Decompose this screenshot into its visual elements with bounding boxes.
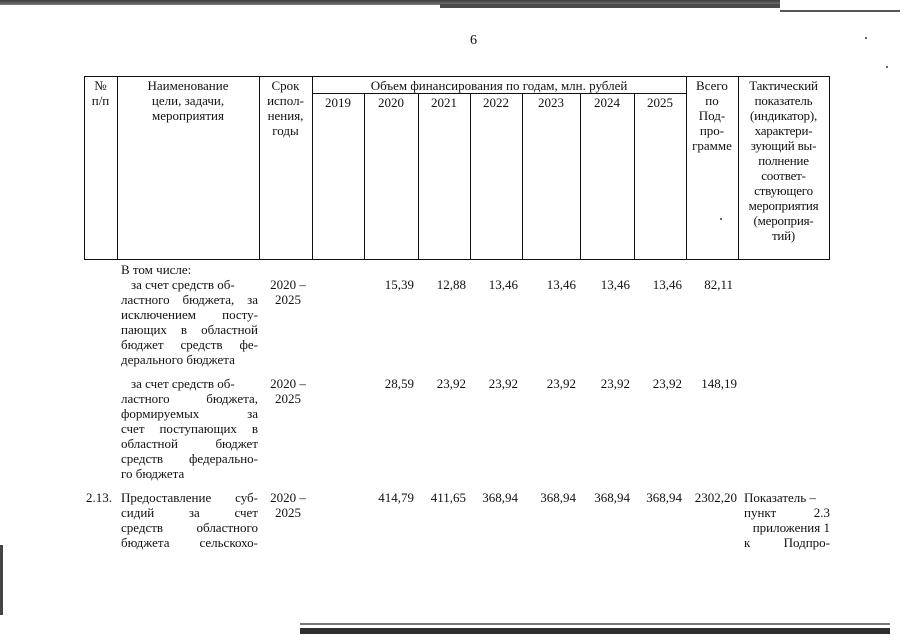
row-value-2021: 12,88: [436, 277, 466, 292]
scan-edge-top: [440, 4, 780, 8]
row-number: 2.13.: [86, 490, 112, 505]
row-value-2021: 411,65: [430, 490, 466, 505]
row-term: 2020 – 2025: [270, 376, 306, 406]
header-number: № п/п: [91, 78, 110, 108]
scan-edge-top: [780, 10, 900, 12]
row-value-2022: 13,46: [488, 277, 518, 292]
header-year: 2021: [431, 95, 457, 110]
header-year: 2025: [647, 95, 673, 110]
row-value-2022: 23,92: [488, 376, 518, 391]
row-value-2020: 28,59: [384, 376, 414, 391]
row-value-2020: 414,79: [378, 490, 414, 505]
header-year: 2022: [483, 95, 509, 110]
row-value-2023: 368,94: [540, 490, 576, 505]
row-indicator: Показатель – пункт 2.3 приложения 1 к Подпро-: [744, 490, 830, 550]
scan-edge-bottom: [300, 628, 890, 634]
row-total: 148,19: [701, 376, 737, 391]
row-value-2023: 23,92: [546, 376, 576, 391]
row-value-2022: 368,94: [482, 490, 518, 505]
header-year: 2020: [378, 95, 404, 110]
row-value-2020: 15,39: [384, 277, 414, 292]
row-total: 2302,20: [694, 490, 737, 505]
scan-speck: [720, 218, 722, 220]
row-value-2024: 13,46: [600, 277, 630, 292]
row-name: Предоставление суб- сидий за счет средств областного бюджета сельскохо-: [121, 490, 258, 550]
row-name: за счет средств об- ластного бюджета, за исключением посту- пающих в областной бюджет средств фе- дерального бюджета: [121, 277, 258, 367]
header-indicator: Тактический показатель (индикатор), характери- зующий вы- полнение соответ- ствующего мероприятия (мероприя- тий): [748, 78, 819, 243]
row-value-2021: 23,92: [436, 376, 466, 391]
header-total: Всего по Под- про- грамме: [692, 78, 732, 153]
row-total: 82,11: [704, 277, 733, 292]
header-year: 2023: [538, 95, 564, 110]
row-term: 2020 – 2025: [270, 490, 306, 520]
scan-edge-bottom: [300, 623, 890, 625]
row-term: 2020 – 2025: [270, 277, 306, 307]
row-name: за счет средств об- ластного бюджета, формируемых за счет поступающих в областной бюджет средств федерально- го бюджета: [121, 376, 258, 481]
scan-speck: [886, 66, 888, 68]
row-intro-text: В том числе:: [121, 262, 192, 277]
header-year: 2019: [325, 95, 351, 110]
header-funding: Объем финансирования по годам, млн. рублей: [370, 78, 628, 93]
header-name: Наименование цели, задачи, мероприятия: [147, 78, 229, 123]
row-value-2024: 23,92: [600, 376, 630, 391]
scan-edge-left: [0, 545, 3, 615]
scan-speck: [865, 37, 867, 39]
row-value-2024: 368,94: [594, 490, 630, 505]
row-value-2025: 23,92: [652, 376, 682, 391]
page-number: 6: [470, 33, 477, 48]
header-term: Срок испол- нения, годы: [267, 78, 304, 138]
row-value-2025: 368,94: [646, 490, 682, 505]
row-value-2025: 13,46: [652, 277, 682, 292]
row-value-2023: 13,46: [546, 277, 576, 292]
header-year: 2024: [594, 95, 620, 110]
